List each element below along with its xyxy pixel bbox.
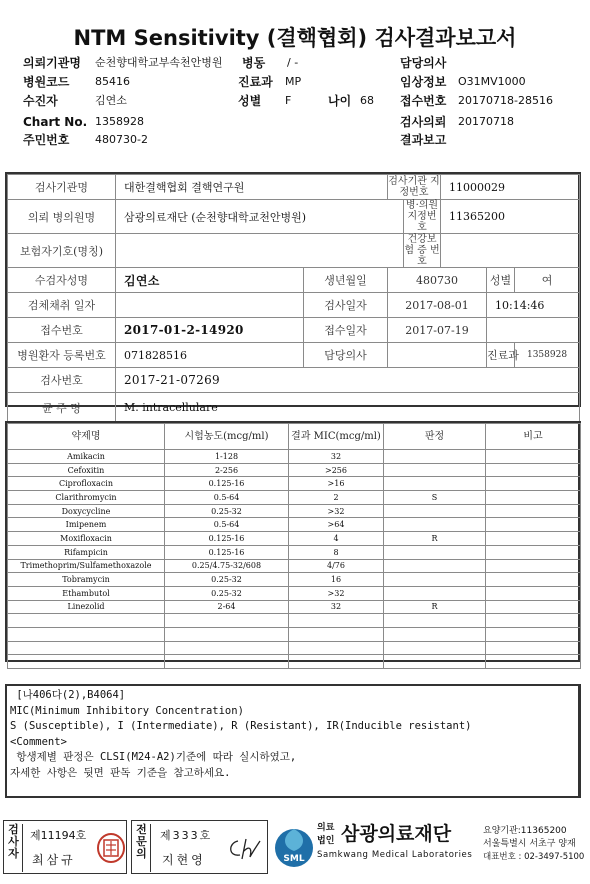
drug-cell <box>289 627 384 641</box>
drug-cell <box>384 463 486 477</box>
receipt-date-value: 2017-07-19 <box>388 318 487 343</box>
drug-cell <box>384 545 486 559</box>
drug-row <box>8 655 581 669</box>
comment-line: 항생제별 판정은 CLSI(M24-A2)기준에 따라 실시하였고, <box>10 751 297 763</box>
drug-row <box>8 450 581 464</box>
drug-cell <box>486 600 581 614</box>
drug-cell <box>486 655 581 669</box>
clinical-info-label: 임상정보 <box>400 75 447 89</box>
insurance-cert-value <box>441 234 580 268</box>
ward-label: 병동 <box>242 56 266 70</box>
patient-info-section <box>5 172 581 415</box>
strain-label: 균 주 명 <box>8 393 116 423</box>
drug-cell <box>486 573 581 587</box>
resident-number-value: 480730-2 <box>95 133 148 146</box>
hospital-code-value: 85416 <box>95 75 130 88</box>
dept-value-cell: 1358928 <box>515 343 580 368</box>
drug-cell <box>486 477 581 491</box>
drug-cell <box>289 614 384 628</box>
drug-cell: 0.25-32 <box>165 504 289 518</box>
result-report-label: 결과보고 <box>400 133 447 147</box>
hospital-code-label: 병원코드 <box>23 75 70 89</box>
drug-cell <box>165 614 289 628</box>
org-name: 삼광의료재단 <box>341 823 452 845</box>
drug-row <box>8 627 581 641</box>
drug-cell <box>384 518 486 532</box>
drug-cell: Moxifloxacin <box>8 532 165 546</box>
report-footer <box>0 818 590 878</box>
drug-row <box>8 463 581 477</box>
comments-section <box>5 684 581 798</box>
drug-cell: Cefoxitin <box>8 463 165 477</box>
drug-header-cell: 판정 <box>384 424 486 450</box>
drug-cell: 0.25/4.75-32/608 <box>165 559 289 573</box>
drug-cell <box>8 641 165 655</box>
sml-logo-text: SML <box>283 854 305 864</box>
department-label: 진료과 <box>238 75 273 89</box>
resident-number-label: 주민번호 <box>23 133 70 147</box>
drug-row <box>8 586 581 600</box>
comment-line: MIC(Minimum Inhibitory Concentration) <box>10 704 244 717</box>
insurer-value <box>116 234 404 268</box>
drug-cell <box>8 614 165 628</box>
examiner-seal-icon <box>96 832 126 864</box>
drug-cell <box>486 614 581 628</box>
drug-row <box>8 477 581 491</box>
sex-label: 성별 <box>238 94 262 108</box>
insurance-cert-label: 건강보험 증 번 호 <box>404 234 440 267</box>
drug-results-table <box>7 423 581 669</box>
receipt-number-label: 접수번호 <box>400 94 447 108</box>
drug-cell: >256 <box>289 463 384 477</box>
clinical-info-value: O31MV1000 <box>458 75 526 88</box>
drug-cell: Linezolid <box>8 600 165 614</box>
chart-number-label: Chart No. <box>23 115 88 129</box>
test-org-value: 대한결핵협회 결핵연구원 <box>116 175 388 200</box>
drug-cell <box>486 518 581 532</box>
drug-cell: 16 <box>289 573 384 587</box>
drug-cell <box>486 641 581 655</box>
comment-line: S (Susceptible), I (Intermediate), R (Resistant), IR(Inducible resistant) <box>10 720 472 732</box>
drug-cell <box>486 450 581 464</box>
drug-cell <box>384 504 486 518</box>
drug-cell <box>486 491 581 505</box>
doctor-in-charge-label: 담당의사 <box>304 343 388 368</box>
drug-header-cell: 결과 MIC(mcg/ml) <box>289 424 384 450</box>
receipt-date-label: 접수일자 <box>304 318 388 343</box>
drug-row <box>8 491 581 505</box>
test-date-label: 검사일자 <box>304 293 388 318</box>
drug-cell: S <box>384 491 486 505</box>
hospital-number-value: 11365200 <box>441 200 580 234</box>
comment-line: 자세한 사항은 뒷면 판독 기준을 참고하세요. <box>10 766 231 779</box>
drug-cell <box>289 641 384 655</box>
drug-cell: Ciprofloxacin <box>8 477 165 491</box>
drug-cell: >32 <box>289 586 384 600</box>
department-value: MP <box>285 75 302 88</box>
drug-cell <box>384 450 486 464</box>
drug-cell <box>8 655 165 669</box>
age-value: 68 <box>360 94 374 107</box>
drug-cell <box>384 477 486 491</box>
drug-row <box>8 545 581 559</box>
drug-cell <box>486 545 581 559</box>
patient-label: 수진자 <box>23 94 58 108</box>
drug-cell: R <box>384 600 486 614</box>
drug-cell: Tobramycin <box>8 573 165 587</box>
drug-cell: 0.125-16 <box>165 477 289 491</box>
test-org-label: 검사기관명 <box>8 175 116 200</box>
drug-cell: >32 <box>289 504 384 518</box>
referring-hospital-label: 의뢰 병의원명 <box>8 200 116 234</box>
specialist-license: 제333호 <box>160 829 213 842</box>
drug-cell: 2-64 <box>165 600 289 614</box>
drug-cell <box>384 559 486 573</box>
drug-cell <box>384 573 486 587</box>
drug-cell <box>486 627 581 641</box>
examiner-name: 최삼규 <box>32 853 76 867</box>
doctor-in-charge-value <box>388 343 487 368</box>
strain-value: M. intracellulare <box>116 393 580 423</box>
org-address: 서울특별시 서초구 양재 <box>483 839 576 849</box>
drug-table-header <box>8 424 581 450</box>
sex-label-cell: 성별 <box>487 268 515 293</box>
drug-cell: 32 <box>289 600 384 614</box>
specialist-signature-icon <box>226 835 262 863</box>
org-phone: 대표번호 : 02-3497-5100 <box>483 852 585 862</box>
institution-label: 의뢰기관명 <box>23 56 81 70</box>
drug-cell: 1-128 <box>165 450 289 464</box>
drug-cell: 2 <box>289 491 384 505</box>
drug-row <box>8 518 581 532</box>
drug-cell: Amikacin <box>8 450 165 464</box>
exam-number-value: 2017-21-07269 <box>116 368 580 393</box>
drug-cell: 2-256 <box>165 463 289 477</box>
examiner-label: 검사자 <box>5 824 23 872</box>
drug-cell: 0.125-16 <box>165 532 289 546</box>
test-time-value: 10:14:46 <box>487 293 580 318</box>
drug-cell: >64 <box>289 518 384 532</box>
drug-row <box>8 504 581 518</box>
drug-cell <box>486 463 581 477</box>
sml-logo-icon <box>272 821 316 871</box>
drug-cell <box>486 586 581 600</box>
drug-cell: 0.5-64 <box>165 491 289 505</box>
request-date-value: 20170718 <box>458 115 514 128</box>
report-title: NTM Sensitivity (결핵협회) 검사결과보고서 <box>73 26 517 50</box>
exam-number-label: 검사번호 <box>8 368 116 393</box>
patient-name-value: 김연소 <box>116 268 304 293</box>
drug-results-section <box>5 421 581 662</box>
drug-row <box>8 532 581 546</box>
drug-cell: Doxycycline <box>8 504 165 518</box>
drug-cell <box>384 614 486 628</box>
drug-cell <box>384 586 486 600</box>
drug-cell <box>8 627 165 641</box>
drug-cell: 0.25-32 <box>165 586 289 600</box>
registration-number-value: 071828516 <box>116 343 304 368</box>
org-prefix: 의료법인 <box>317 823 335 846</box>
drug-cell <box>486 559 581 573</box>
accession-number-value: 2017-01-2-14920 <box>116 318 304 343</box>
specialist-box <box>131 820 268 874</box>
drug-cell <box>289 655 384 669</box>
drug-cell: Rifampicin <box>8 545 165 559</box>
drug-cell: 8 <box>289 545 384 559</box>
drug-cell: Trimethoprim/Sulfamethoxazole <box>8 559 165 573</box>
drug-cell <box>486 504 581 518</box>
test-date-value: 2017-08-01 <box>388 293 487 318</box>
patient-value: 김연소 <box>95 94 127 107</box>
drug-row <box>8 641 581 655</box>
drug-cell <box>384 641 486 655</box>
designated-number-value: 11000029 <box>441 175 580 200</box>
drug-row <box>8 559 581 573</box>
registration-number-label: 병원환자 등록번호 <box>8 343 116 368</box>
receipt-date-extra <box>487 318 580 343</box>
insurer-label: 보험자기호(명칭) <box>8 234 116 268</box>
birth-date-value: 480730 <box>388 268 487 293</box>
drug-cell: Ethambutol <box>8 586 165 600</box>
drug-header-cell: 시험농도(mcg/ml) <box>165 424 289 450</box>
drug-cell: Clarithromycin <box>8 491 165 505</box>
specialist-name: 지현영 <box>162 853 206 867</box>
examiner-box <box>3 820 127 874</box>
referring-hospital-value: 삼광의료재단 (순천향대학교천안병원) <box>116 200 404 234</box>
specialist-label: 전문의 <box>133 824 151 872</box>
drug-cell <box>165 627 289 641</box>
drug-header-cell: 약제명 <box>8 424 165 450</box>
patient-name-label: 수검자성명 <box>8 268 116 293</box>
sex-value: F <box>285 94 292 107</box>
drug-cell: 0.125-16 <box>165 545 289 559</box>
sex-value-cell: 여 <box>515 268 580 293</box>
institution-value: 순천향대학교부속천안병원 <box>95 56 223 69</box>
request-date-label: 검사의뢰 <box>400 115 447 129</box>
drug-cell: >16 <box>289 477 384 491</box>
org-english-name: Samkwang Medical Laboratories <box>317 850 473 860</box>
patient-info-table <box>7 174 580 423</box>
receipt-number-value: 20170718-28516 <box>458 94 553 107</box>
hospital-number-label: 병·의원 지정번호 <box>404 200 441 234</box>
chart-number-value: 1358928 <box>95 115 144 128</box>
org-institution-code: 요양기관:11365200 <box>483 826 567 836</box>
age-label: 나이 <box>328 94 352 108</box>
drug-cell <box>384 655 486 669</box>
comment-line: [나406다(2),B4064] <box>10 689 126 701</box>
drug-header-cell: 비고 <box>486 424 581 450</box>
drug-row <box>8 600 581 614</box>
comments-text <box>7 686 578 796</box>
drug-cell: Imipenem <box>8 518 165 532</box>
drug-row <box>8 614 581 628</box>
designated-number-label: 검사기관 지정번호 <box>388 176 440 198</box>
drug-cell: 32 <box>289 450 384 464</box>
drug-table-body <box>8 450 581 669</box>
doctor-label: 담당의사 <box>400 56 447 70</box>
drug-cell: 0.25-32 <box>165 573 289 587</box>
drug-cell <box>486 532 581 546</box>
collection-date-value <box>116 293 304 318</box>
drug-cell <box>165 655 289 669</box>
drug-cell <box>384 627 486 641</box>
examiner-license: 제11194호 <box>30 829 87 842</box>
drug-cell: 0.5-64 <box>165 518 289 532</box>
birth-date-label: 생년월일 <box>304 268 388 293</box>
collection-date-label: 검체채취 일자 <box>8 293 116 318</box>
drug-cell: 4 <box>289 532 384 546</box>
drug-cell: R <box>384 532 486 546</box>
drug-row <box>8 573 581 587</box>
drug-cell <box>165 641 289 655</box>
comment-line: <Comment> <box>10 735 67 748</box>
accession-number-label: 접수번호 <box>8 318 116 343</box>
dept-label-cell: 진료과 <box>487 343 515 368</box>
ward-value: / - <box>287 56 299 69</box>
drug-cell: 4/76 <box>289 559 384 573</box>
